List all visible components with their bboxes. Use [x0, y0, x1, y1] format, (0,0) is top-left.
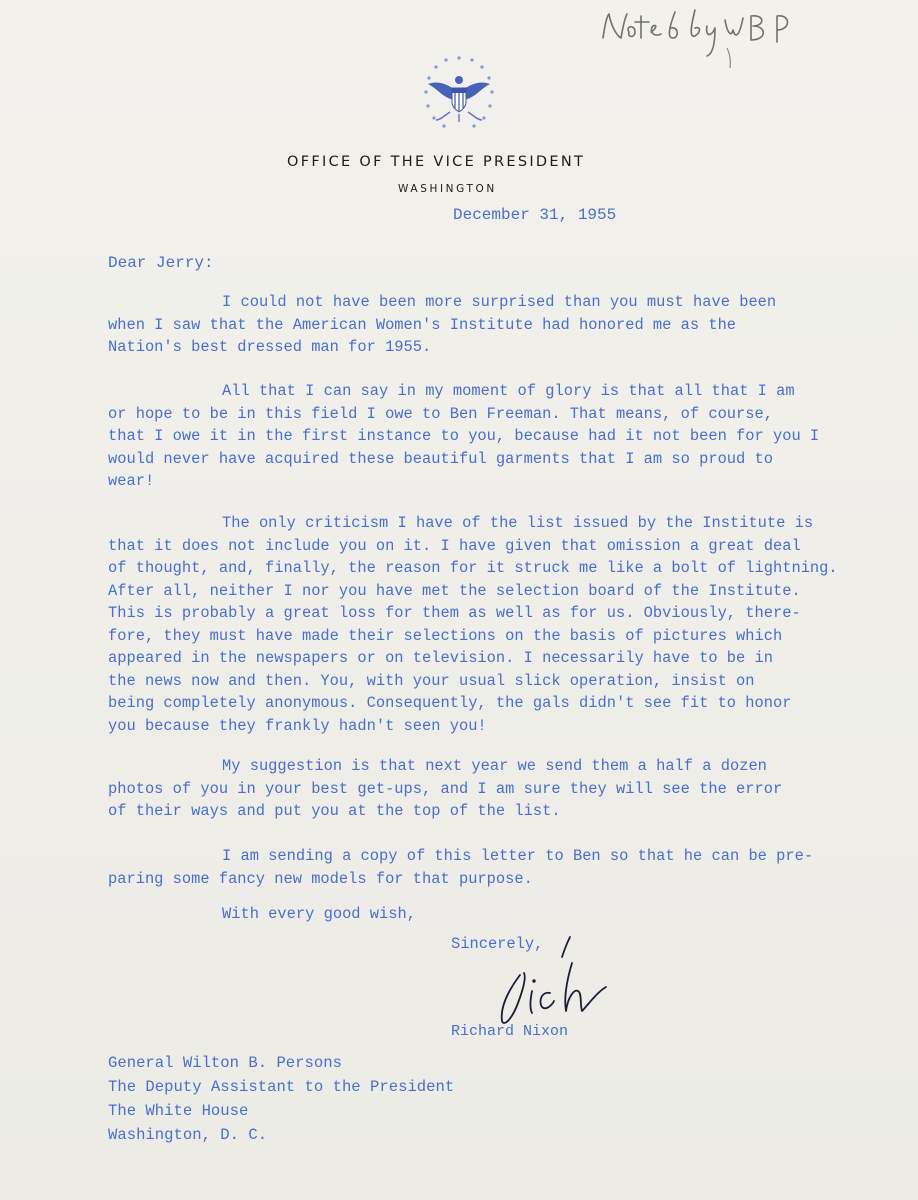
- paragraph-line: photos of you in your best get-ups, and I am sure they will see the error: [108, 779, 783, 798]
- address-line: Washington, D. C.: [108, 1126, 268, 1144]
- paragraph-line: wear!: [108, 472, 155, 490]
- handwritten-signature: [478, 935, 628, 1035]
- closing: With every good wish,: [222, 905, 416, 923]
- paragraph-line: I am sending a copy of this letter to Ben so that he can be pre-: [222, 847, 814, 865]
- paragraph-5: [108, 845, 848, 890]
- address-line: The Deputy Assistant to the President: [108, 1078, 455, 1096]
- paragraph-line: I could not have been more surprised than you must have been: [222, 293, 777, 311]
- paragraph-line: appeared in the newspapers or on television. I necessarily have to be in: [108, 649, 773, 667]
- letterhead-office: OFFICE OF THE VICE PRESIDENT: [287, 154, 586, 170]
- paragraph-3: [108, 512, 848, 737]
- paragraph-line: the news now and then. You, with your usual slick operation, insist on: [108, 671, 755, 690]
- paragraph-line: of thought, and, finally, the reason for it struck me like a bolt of lightning.: [108, 559, 838, 577]
- address-line: The White House: [108, 1102, 249, 1120]
- paragraph-4: [108, 755, 848, 823]
- paragraph-line: being completely anonymous. Consequently, the gals didn't see fit to honor: [108, 694, 792, 712]
- paragraph-line: would never have acquired these beautiful garments that I am so proud to: [108, 449, 773, 468]
- paragraph-line: that I owe it in the first instance to you, because had it not been for you I: [108, 427, 820, 445]
- paragraph-line: All that I can say in my moment of glory is that all that I am: [222, 382, 795, 400]
- paragraph-line: when I saw that the American Women's Institute had honored me as the: [108, 315, 737, 334]
- paragraph-line: that it does not include you on it. I have given that omission a great deal: [108, 536, 801, 555]
- paragraph-line: or hope to be in this field I owe to Ben Freeman. That means, of course,: [108, 404, 773, 423]
- recipient-address: [108, 1051, 454, 1147]
- paragraph-line: My suggestion is that next year we send them a half a dozen: [222, 757, 767, 775]
- address-line: General Wilton B. Persons: [108, 1054, 342, 1072]
- paragraph-line: The only criticism I have of the list issued by the Institute is: [222, 514, 814, 532]
- paragraph-line: fore, they must have made their selections on the basis of pictures which: [108, 626, 783, 645]
- paragraph-line: you because they frankly hadn't seen you!: [108, 716, 487, 735]
- paragraph-1: [108, 291, 848, 359]
- vice-president-seal-icon: [414, 50, 504, 140]
- paragraph-line: paring some fancy new models for that purpose.: [108, 869, 533, 888]
- paragraph-line: Nation's best dressed man for 1955.: [108, 338, 432, 356]
- paragraph-line: of their ways and put you at the top of the list.: [108, 802, 561, 820]
- paragraph-2: [108, 380, 848, 493]
- letter-date: December 31, 1955: [453, 206, 617, 224]
- paragraph-line: This is probably a great loss for them as well as for us. Obviously, there-: [108, 604, 801, 622]
- paragraph-line: After all, neither I nor you have met the selection board of the Institute.: [108, 581, 801, 600]
- handwritten-note: [595, 2, 835, 72]
- salutation: Dear Jerry:: [108, 254, 214, 272]
- sign-off: Sincerely,: [451, 935, 544, 953]
- signature-name: Richard Nixon: [451, 1023, 569, 1040]
- letterhead-city: WASHINGTON: [398, 183, 497, 195]
